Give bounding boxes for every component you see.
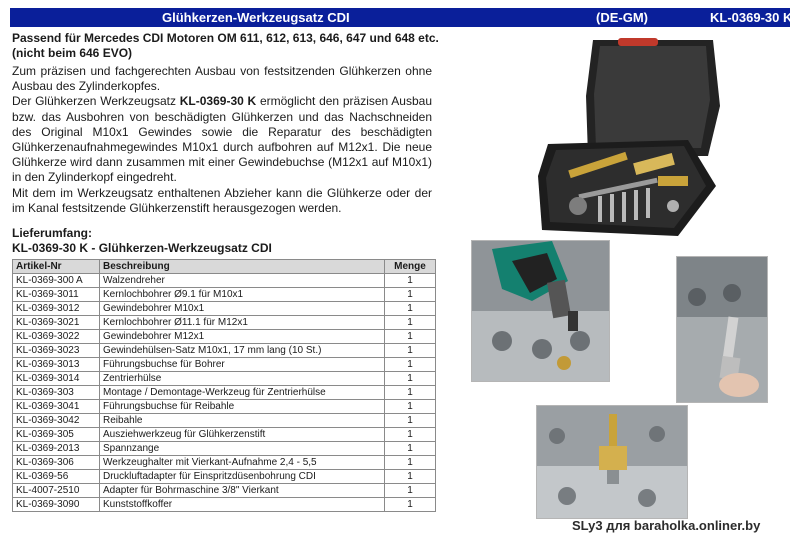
table-row: [13, 358, 436, 372]
description-paragraph-1: Zum präzisen und fachgerechten Ausbau von festsitzenden Glühkerzen ohne Ausbau des Zylinderkopfes.: [12, 64, 432, 94]
cell-description: Kernlochbohrer Ø11.1 für M12x1: [100, 316, 385, 330]
cell-article: KL-0369-3023: [13, 344, 100, 358]
cell-description: Spannzange: [100, 442, 385, 456]
table-row: [13, 372, 436, 386]
cell-quantity: 1: [385, 470, 436, 484]
table-row: [13, 414, 436, 428]
table-row: [13, 456, 436, 470]
cell-quantity: 1: [385, 498, 436, 512]
product-code: KL-0369-30 K: [710, 10, 793, 25]
cell-quantity: 1: [385, 330, 436, 344]
table-row: [13, 316, 436, 330]
scope-heading: Lieferumfang:: [12, 226, 93, 240]
cell-article: KL-0369-3012: [13, 302, 100, 316]
cell-article: KL-0369-305: [13, 428, 100, 442]
compatibility-line-1: Passend für Mercedes CDI Motoren OM 611, 612, 613, 646, 647 und 648 etc.: [12, 31, 439, 45]
description-p2-pre: Der Glühkerzen Werkzeugsatz: [12, 94, 180, 109]
cell-description: Gewindebohrer M12x1: [100, 330, 385, 344]
cell-description: Ausziehwerkzeug für Glühkerzenstift: [100, 428, 385, 442]
column-header-quantity: Menge: [385, 260, 436, 274]
description-paragraph-2: [12, 94, 432, 185]
cylinder-head-photo: [536, 405, 688, 519]
compatibility-note: [12, 31, 452, 61]
cell-quantity: 1: [385, 442, 436, 456]
cell-article: KL-0369-3021: [13, 316, 100, 330]
drilling-illustration: [472, 241, 609, 381]
cell-description: Kernlochbohrer Ø9.1 für M10x1: [100, 288, 385, 302]
table-row: [13, 470, 436, 484]
scope-heading-block: [12, 226, 272, 256]
cell-quantity: 1: [385, 428, 436, 442]
cell-quantity: 1: [385, 400, 436, 414]
table-row: [13, 274, 436, 288]
cell-quantity: 1: [385, 372, 436, 386]
description-p2-code: KL-0369-30 K: [179, 94, 257, 109]
compatibility-line-2: (nicht beim 646 EVO): [12, 46, 133, 60]
column-header-article: Artikel-Nr: [13, 260, 100, 274]
cell-article: KL-0369-2013: [13, 442, 100, 456]
cell-article: KL-0369-306: [13, 456, 100, 470]
cell-description: Druckluftadapter für Einspritzdüsenbohrung CDI: [100, 470, 385, 484]
cell-article: KL-0369-303: [13, 386, 100, 400]
cell-quantity: 1: [385, 316, 436, 330]
cell-description: Führungsbuchse für Reibahle: [100, 400, 385, 414]
table-header-row: [13, 260, 436, 274]
table-row: [13, 498, 436, 512]
description-p2-post: ermöglicht den präzisen Ausbau bzw. das Ausbohren von beschädigten Glühkerzen und das Nachschneiden des Original M10x1 Gewindes sowie die Reparatur des beschädigten Glühkerzenaufnahmegewindes M10x1 durch aufbohren auf M12x1. Die neue Glühkerze wird dann zusammen mit einer Gewindebuchse (M12x1 auf M10x1) in den Zylinderkopf eingedreht.: [12, 94, 432, 185]
cell-article: KL-0369-3022: [13, 330, 100, 344]
table-row: [13, 344, 436, 358]
cell-description: Werkzeughalter mit Vierkant-Aufnahme 2,4 - 5,5: [100, 456, 385, 470]
tool-case-photo: [538, 36, 720, 238]
table-row: [13, 302, 436, 316]
cell-article: KL-4007-2510: [13, 484, 100, 498]
cell-quantity: 1: [385, 456, 436, 470]
cell-quantity: 1: [385, 386, 436, 400]
cell-description: Führungsbuchse für Bohrer: [100, 358, 385, 372]
table-row: [13, 428, 436, 442]
cell-quantity: 1: [385, 344, 436, 358]
cell-article: KL-0369-56: [13, 470, 100, 484]
cell-description: Kunststoffkoffer: [100, 498, 385, 512]
drilling-photo: [471, 240, 610, 382]
scope-subheading: KL-0369-30 K - Glühkerzen-Werkzeugsatz CDI: [12, 241, 272, 255]
cell-quantity: 1: [385, 414, 436, 428]
cell-article: KL-0369-3090: [13, 498, 100, 512]
cell-description: Adapter für Bohrmaschine 3/8" Vierkant: [100, 484, 385, 498]
extractor-illustration: [677, 257, 767, 402]
table-row: [13, 442, 436, 456]
cell-description: Gewindehülsen-Satz M10x1, 17 mm lang (10 St.): [100, 344, 385, 358]
table-row: [13, 330, 436, 344]
table-row: [13, 386, 436, 400]
cell-description: Gewindebohrer M10x1: [100, 302, 385, 316]
cell-description: Zentrierhülse: [100, 372, 385, 386]
tool-case-illustration: [538, 36, 720, 238]
description-paragraph-3: Mit dem im Werkzeugsatz enthaltenen Abzieher kann die Glühkerze oder der im Kanal festsitzende Glühkerzenstift herausgezogen werden.: [12, 185, 432, 215]
column-header-description: Beschreibung: [100, 260, 385, 274]
cell-article: KL-0369-3014: [13, 372, 100, 386]
extractor-photo: [676, 256, 768, 403]
cell-quantity: 1: [385, 288, 436, 302]
title-bar: [10, 8, 793, 27]
cell-quantity: 1: [385, 358, 436, 372]
description: [12, 64, 432, 216]
cell-article: KL-0369-3013: [13, 358, 100, 372]
table-row: [13, 400, 436, 414]
cylinder-head-illustration: [537, 406, 687, 518]
cell-description: Walzendreher: [100, 274, 385, 288]
cell-article: KL-0369-300 A: [13, 274, 100, 288]
cell-article: KL-0369-3042: [13, 414, 100, 428]
watermark: SLy3 для baraholka.onliner.by: [572, 518, 761, 533]
product-title: Glühkerzen-Werkzeugsatz CDI: [162, 10, 350, 25]
cell-article: KL-0369-3041: [13, 400, 100, 414]
cell-quantity: 1: [385, 484, 436, 498]
cell-description: Montage / Demontage-Werkzeug für Zentrierhülse: [100, 386, 385, 400]
region-label: (DE-GM): [596, 10, 648, 25]
table-row: [13, 484, 436, 498]
table-row: [13, 288, 436, 302]
contents-table: [12, 259, 436, 512]
cell-quantity: 1: [385, 302, 436, 316]
cell-quantity: 1: [385, 274, 436, 288]
cell-description: Reibahle: [100, 414, 385, 428]
table-body: [13, 274, 436, 512]
cell-article: KL-0369-3011: [13, 288, 100, 302]
